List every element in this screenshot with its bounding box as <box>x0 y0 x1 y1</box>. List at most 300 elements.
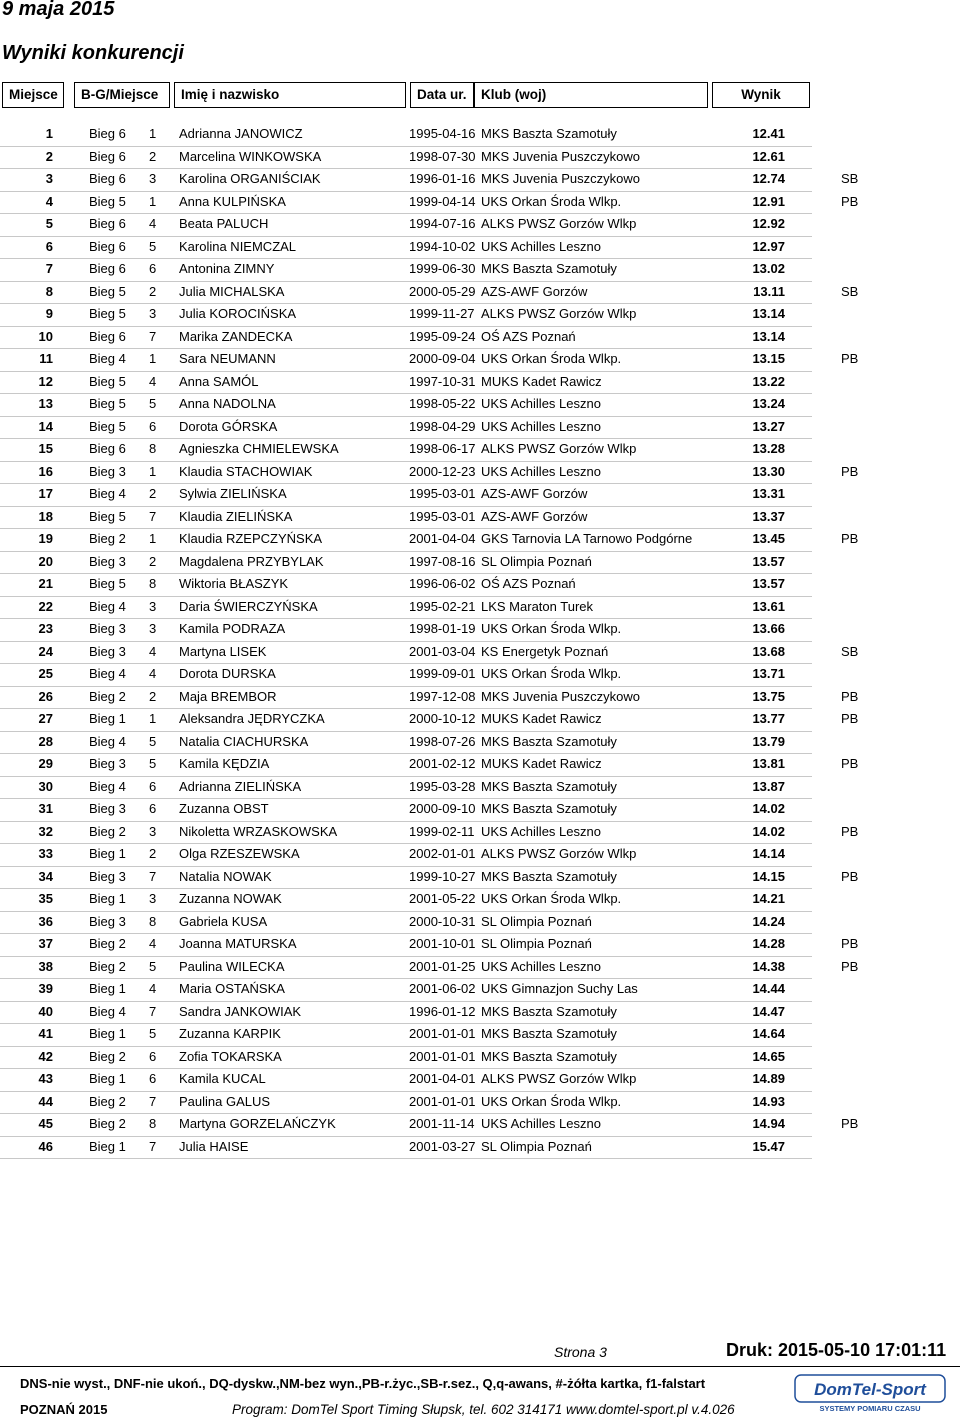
result-place: 4 <box>45 193 53 209</box>
birth-date: 2001-01-01 <box>409 1093 476 1109</box>
result-heat: Bieg 1 <box>89 846 126 861</box>
club-name: KS Energetyk Poznań <box>481 643 609 659</box>
result-lane: 4 <box>149 373 157 389</box>
record-note: PB <box>841 193 859 209</box>
result-time: 13.79 <box>752 733 785 749</box>
result-lane: 8 <box>149 913 157 929</box>
club-name: UKS Achilles Leszno <box>481 238 601 254</box>
athlete-name: Klaudia ZIELIŃSKA <box>179 508 293 524</box>
birth-date: 2002-01-01 <box>409 846 476 861</box>
result-place: 44 <box>38 1093 53 1109</box>
result-place: 24 <box>38 643 53 659</box>
club-name: MKS Baszta Szamotuły <box>481 1048 617 1064</box>
athlete-name: Nikoletta WRZASKOWSKA <box>179 823 338 839</box>
birth-date: 1999-10-27 <box>409 868 476 884</box>
athlete-name: Sylwia ZIELIŃSKA <box>179 486 287 501</box>
club-name: LKS Maraton Turek <box>481 598 593 614</box>
birth-date: 2000-05-29 <box>409 283 476 299</box>
result-heat: Bieg 6 <box>89 441 126 456</box>
result-time: 13.45 <box>752 531 785 546</box>
club-name: OŚ AZS Poznań <box>481 576 576 591</box>
club-name: UKS Achilles Leszno <box>481 1116 601 1131</box>
athlete-name: Maja BREMBOR <box>179 688 277 704</box>
result-place: 42 <box>38 1048 53 1064</box>
result-lane: 7 <box>149 868 157 884</box>
result-heat: Bieg 4 <box>89 778 126 794</box>
result-time: 12.41 <box>752 126 785 141</box>
table-row <box>0 777 960 800</box>
table-row <box>0 1092 960 1115</box>
club-name: UKS Orkan Środa Wlkp. <box>481 351 622 366</box>
result-time: 12.61 <box>752 148 785 164</box>
result-place: 12 <box>38 373 53 389</box>
club-name: ALKS PWSZ Gorzów Wlkp <box>481 216 637 231</box>
birth-date: 1995-03-01 <box>409 508 476 524</box>
athlete-name: Karolina ORGANIŚCIAK <box>179 171 321 186</box>
result-time: 13.71 <box>752 666 785 681</box>
athlete-name: Klaudia STACHOWIAK <box>179 463 313 479</box>
abbreviation-legend: DNS-nie wyst., DNF-nie ukoń., DQ-dyskw.,NM-bez wyn.,PB-r.życ.,SB-r.sez., Q,q-awans, #-żółta kartka, f1-falstart <box>20 1376 706 1391</box>
result-place: 14 <box>38 418 53 434</box>
result-heat: Bieg 3 <box>89 756 126 771</box>
birth-date: 2001-03-04 <box>409 643 476 659</box>
result-heat: Bieg 5 <box>89 508 126 524</box>
club-name: ALKS PWSZ Gorzów Wlkp <box>481 441 637 456</box>
table-row <box>0 889 960 912</box>
record-note: PB <box>841 463 859 479</box>
result-heat: Bieg 1 <box>89 1138 126 1154</box>
athlete-name: Kamila PODRAZA <box>179 621 286 636</box>
result-place: 8 <box>45 283 53 299</box>
birth-date: 2001-11-14 <box>409 1116 475 1131</box>
result-time: 13.75 <box>752 688 785 704</box>
club-name: UKS Orkan Środa Wlkp. <box>481 666 622 681</box>
table-row <box>0 192 960 215</box>
result-heat: Bieg 1 <box>89 981 126 996</box>
record-note: PB <box>841 868 859 884</box>
result-lane: 7 <box>149 508 157 524</box>
athlete-name: Paulina GALUS <box>179 1093 271 1109</box>
club-name: UKS Orkan Środa Wlkp. <box>481 621 622 636</box>
birth-date: 1995-02-21 <box>409 598 476 614</box>
result-time: 14.44 <box>752 981 785 996</box>
result-heat: Bieg 6 <box>89 171 126 186</box>
table-row <box>0 394 960 417</box>
athlete-name: Julia KOROCIŃSKA <box>179 306 297 321</box>
result-lane: 2 <box>149 846 157 861</box>
birth-date: 1999-09-01 <box>409 666 476 681</box>
table-row <box>0 844 960 867</box>
result-heat: Bieg 5 <box>89 576 126 591</box>
result-time: 13.57 <box>752 576 785 591</box>
result-lane: 5 <box>149 238 157 254</box>
table-row <box>0 619 960 642</box>
club-name: SL Olimpia Poznań <box>481 936 592 951</box>
club-name: UKS Achilles Leszno <box>481 396 601 411</box>
birth-date: 1999-11-27 <box>409 306 475 321</box>
result-lane: 2 <box>149 486 157 501</box>
result-lane: 4 <box>149 666 157 681</box>
athlete-name: Olga RZESZEWSKA <box>179 846 300 861</box>
athlete-name: Aleksandra JĘDRYCZKA <box>179 711 325 726</box>
result-heat: Bieg 4 <box>89 666 126 681</box>
result-place: 46 <box>38 1138 53 1154</box>
result-place: 41 <box>38 1026 53 1041</box>
club-name: SL Olimpia Poznań <box>481 553 592 569</box>
result-time: 14.38 <box>752 958 785 974</box>
event-location: POZNAŃ 2015 <box>20 1402 108 1417</box>
result-time: 12.92 <box>752 216 785 231</box>
athlete-name: Dorota GÓRSKA <box>179 418 278 434</box>
result-time: 14.28 <box>752 936 785 951</box>
result-heat: Bieg 1 <box>89 1026 126 1041</box>
print-timestamp: Druk: 2015-05-10 17:01:11 <box>726 1340 947 1360</box>
birth-date: 2001-01-25 <box>409 958 476 974</box>
record-note: PB <box>841 711 859 726</box>
result-place: 29 <box>38 756 53 771</box>
birth-date: 1997-12-08 <box>409 688 476 704</box>
birth-date: 2001-01-01 <box>409 1048 476 1064</box>
table-row <box>0 709 960 732</box>
result-place: 34 <box>38 868 53 884</box>
result-place: 1 <box>45 126 53 141</box>
result-time: 13.68 <box>752 643 785 659</box>
result-heat: Bieg 1 <box>89 711 126 726</box>
table-row <box>0 867 960 890</box>
result-heat: Bieg 6 <box>89 216 126 231</box>
athlete-name: Martyna LISEK <box>179 643 267 659</box>
result-heat: Bieg 3 <box>89 643 126 659</box>
club-name: MKS Baszta Szamotuły <box>481 126 617 141</box>
club-name: UKS Achilles Leszno <box>481 823 601 839</box>
club-name: MKS Juvenia Puszczykowo <box>481 688 640 704</box>
result-lane: 3 <box>149 171 157 186</box>
record-note: PB <box>841 1116 859 1131</box>
result-heat: Bieg 3 <box>89 868 126 884</box>
column-header-place: Miejsce <box>2 82 64 108</box>
table-row <box>0 259 960 282</box>
birth-date: 1997-08-16 <box>409 553 476 569</box>
birth-date: 2001-06-02 <box>409 981 476 996</box>
result-place: 6 <box>45 238 53 254</box>
club-name: MKS Baszta Szamotuły <box>481 261 617 276</box>
athlete-name: Klaudia RZEPCZYŃSKA <box>179 531 323 546</box>
result-time: 14.47 <box>752 1003 785 1019</box>
result-lane: 8 <box>149 441 157 456</box>
result-heat: Bieg 5 <box>89 373 126 389</box>
result-heat: Bieg 5 <box>89 283 126 299</box>
result-lane: 1 <box>149 463 157 479</box>
column-header-name: Imię i nazwisko <box>174 82 406 108</box>
result-heat: Bieg 6 <box>89 148 126 164</box>
birth-date: 2000-09-04 <box>409 351 476 366</box>
birth-date: 2001-02-12 <box>409 756 476 771</box>
result-place: 25 <box>38 666 53 681</box>
table-row <box>0 349 960 372</box>
athlete-name: Julia MICHALSKA <box>179 283 285 299</box>
result-place: 22 <box>38 598 53 614</box>
athlete-name: Martyna GORZELAŃCZYK <box>179 1116 336 1131</box>
table-row <box>0 799 960 822</box>
result-place: 10 <box>38 328 53 344</box>
birth-date: 2000-10-31 <box>409 913 476 929</box>
result-place: 2 <box>45 148 53 164</box>
result-heat: Bieg 5 <box>89 306 126 321</box>
birth-date: 1998-06-17 <box>409 441 476 456</box>
birth-date: 1998-07-26 <box>409 733 476 749</box>
result-place: 40 <box>38 1003 53 1019</box>
birth-date: 2001-10-01 <box>409 936 476 951</box>
birth-date: 1998-01-19 <box>409 621 476 636</box>
result-lane: 7 <box>149 1138 157 1154</box>
athlete-name: Marika ZANDECKA <box>179 328 293 344</box>
birth-date: 2000-12-23 <box>409 463 476 479</box>
result-heat: Bieg 1 <box>89 1071 126 1086</box>
result-lane: 1 <box>149 711 157 726</box>
result-lane: 1 <box>149 126 157 141</box>
table-row <box>0 507 960 530</box>
table-row <box>0 934 960 957</box>
club-name: UKS Achilles Leszno <box>481 958 601 974</box>
result-time: 12.97 <box>752 238 785 254</box>
result-heat: Bieg 5 <box>89 193 126 209</box>
table-row <box>0 439 960 462</box>
birth-date: 1995-04-16 <box>409 126 476 141</box>
result-lane: 6 <box>149 1071 157 1086</box>
table-row <box>0 327 960 350</box>
athlete-name: Sara NEUMANN <box>179 351 276 366</box>
result-time: 13.15 <box>752 351 785 366</box>
result-lane: 6 <box>149 261 157 276</box>
result-lane: 7 <box>149 328 157 344</box>
club-name: SL Olimpia Poznań <box>481 1138 592 1154</box>
result-place: 36 <box>38 913 53 929</box>
result-lane: 1 <box>149 351 157 366</box>
birth-date: 2001-04-04 <box>409 531 476 546</box>
result-time: 13.81 <box>752 756 785 771</box>
result-heat: Bieg 4 <box>89 1003 126 1019</box>
result-place: 15 <box>38 441 53 456</box>
result-place: 35 <box>38 891 53 906</box>
result-heat: Bieg 3 <box>89 463 126 479</box>
result-time: 12.74 <box>752 171 785 186</box>
birth-date: 2001-03-27 <box>409 1138 476 1154</box>
club-name: MKS Baszta Szamotuły <box>481 1003 617 1019</box>
club-name: UKS Orkan Środa Wlkp. <box>481 1093 622 1109</box>
birth-date: 1995-03-28 <box>409 778 476 794</box>
club-name: MKS Baszta Szamotuły <box>481 778 617 794</box>
birth-date: 2000-09-10 <box>409 801 476 816</box>
footer-divider <box>0 1366 960 1367</box>
result-lane: 2 <box>149 688 157 704</box>
result-lane: 2 <box>149 283 157 299</box>
result-lane: 3 <box>149 621 157 636</box>
club-name: MKS Baszta Szamotuły <box>481 1026 617 1041</box>
result-time: 14.14 <box>752 846 785 861</box>
result-heat: Bieg 5 <box>89 396 126 411</box>
column-header-dob: Data ur. <box>410 82 474 108</box>
result-lane: 5 <box>149 1026 157 1041</box>
table-row <box>0 574 960 597</box>
domtel-sport-logo <box>794 1374 946 1414</box>
column-header-heat: B-G/Miejsce <box>74 82 170 108</box>
result-time: 13.02 <box>752 261 785 276</box>
result-place: 31 <box>38 801 53 816</box>
table-row <box>0 214 960 237</box>
result-time: 13.27 <box>752 418 785 434</box>
result-time: 13.31 <box>752 486 785 501</box>
club-name: MKS Juvenia Puszczykowo <box>481 148 640 164</box>
result-heat: Bieg 4 <box>89 598 126 614</box>
birth-date: 1997-10-31 <box>409 373 476 389</box>
result-time: 14.21 <box>752 891 785 906</box>
athlete-name: Natalia NOWAK <box>179 868 272 884</box>
result-lane: 5 <box>149 733 157 749</box>
club-name: ALKS PWSZ Gorzów Wlkp <box>481 306 637 321</box>
birth-date: 1998-04-29 <box>409 418 476 434</box>
result-place: 18 <box>38 508 53 524</box>
result-time: 14.64 <box>752 1026 785 1041</box>
result-heat: Bieg 4 <box>89 486 126 501</box>
result-time: 13.57 <box>752 553 785 569</box>
club-name: OŚ AZS Poznań <box>481 328 576 344</box>
result-place: 33 <box>38 846 53 861</box>
result-time: 14.24 <box>752 913 785 929</box>
page-number: Strona 3 <box>554 1344 607 1360</box>
result-time: 13.77 <box>752 711 785 726</box>
result-place: 30 <box>38 778 53 794</box>
club-name: MUKS Kadet Rawicz <box>481 756 602 771</box>
result-lane: 6 <box>149 1048 157 1064</box>
table-row <box>0 642 960 665</box>
result-lane: 6 <box>149 801 157 816</box>
result-time: 14.89 <box>752 1071 785 1086</box>
athlete-name: Zuzanna NOWAK <box>179 891 282 906</box>
result-time: 14.94 <box>752 1116 785 1131</box>
result-place: 23 <box>38 621 53 636</box>
table-row <box>0 732 960 755</box>
logo-tagline: SYSTEMY POMIARU CZASU <box>819 1404 921 1413</box>
result-lane: 3 <box>149 306 157 321</box>
club-name: MKS Juvenia Puszczykowo <box>481 171 640 186</box>
result-heat: Bieg 2 <box>89 958 126 974</box>
result-time: 13.66 <box>752 621 785 636</box>
result-heat: Bieg 2 <box>89 1093 126 1109</box>
club-name: GKS Tarnovia LA Tarnowo Podgórne <box>481 531 693 546</box>
birth-date: 1996-01-12 <box>409 1003 476 1019</box>
result-time: 15.47 <box>752 1138 785 1154</box>
athlete-name: Beata PALUCH <box>179 216 269 231</box>
result-place: 32 <box>38 823 53 839</box>
record-note: PB <box>841 756 859 771</box>
result-place: 9 <box>45 306 53 321</box>
table-row <box>0 237 960 260</box>
club-name: AZS-AWF Gorzów <box>481 283 588 299</box>
result-lane: 1 <box>149 531 157 546</box>
result-time: 13.61 <box>752 598 785 614</box>
club-name: UKS Achilles Leszno <box>481 418 601 434</box>
result-lane: 3 <box>149 598 157 614</box>
record-note: PB <box>841 688 859 704</box>
result-place: 21 <box>38 576 53 591</box>
result-heat: Bieg 2 <box>89 1048 126 1064</box>
result-place: 11 <box>39 351 53 366</box>
result-place: 38 <box>38 958 53 974</box>
result-time: 14.65 <box>752 1048 785 1064</box>
result-heat: Bieg 6 <box>89 126 126 141</box>
result-time: 13.11 <box>753 283 785 299</box>
result-lane: 2 <box>149 553 157 569</box>
athlete-name: Anna SAMÓL <box>179 373 259 389</box>
result-time: 12.91 <box>752 193 785 209</box>
table-row <box>0 552 960 575</box>
athlete-name: Maria OSTAŃSKA <box>179 981 285 996</box>
birth-date: 1999-06-30 <box>409 261 476 276</box>
table-row <box>0 1024 960 1047</box>
result-place: 45 <box>38 1116 53 1131</box>
result-place: 3 <box>45 171 53 186</box>
result-lane: 6 <box>149 418 157 434</box>
birth-date: 1994-07-16 <box>409 216 476 231</box>
record-note: PB <box>841 958 859 974</box>
table-row <box>0 1137 960 1160</box>
result-place: 37 <box>38 936 53 951</box>
result-lane: 3 <box>149 891 157 906</box>
result-time: 14.15 <box>752 868 785 884</box>
club-name: UKS Orkan Środa Wlkp. <box>481 193 622 209</box>
result-heat: Bieg 1 <box>89 891 126 906</box>
result-place: 39 <box>38 981 53 996</box>
birth-date: 2000-10-12 <box>409 711 476 726</box>
result-lane: 7 <box>149 1093 157 1109</box>
result-time: 13.28 <box>752 441 785 456</box>
table-row <box>0 124 960 147</box>
club-name: MKS Baszta Szamotuły <box>481 868 617 884</box>
birth-date: 1999-04-14 <box>409 193 476 209</box>
table-row <box>0 1114 960 1137</box>
club-name: ALKS PWSZ Gorzów Wlkp <box>481 846 637 861</box>
result-place: 7 <box>45 261 53 276</box>
document-date: 9 maja 2015 <box>2 0 115 20</box>
table-row <box>0 912 960 935</box>
result-lane: 5 <box>149 396 157 411</box>
birth-date: 1998-05-22 <box>409 396 476 411</box>
result-place: 5 <box>45 216 53 231</box>
table-row <box>0 417 960 440</box>
club-name: ALKS PWSZ Gorzów Wlkp <box>481 1071 637 1086</box>
table-row <box>0 282 960 305</box>
result-lane: 5 <box>149 958 157 974</box>
record-note: SB <box>841 283 859 299</box>
table-row <box>0 147 960 170</box>
result-place: 20 <box>38 553 53 569</box>
result-heat: Bieg 2 <box>89 531 126 546</box>
club-name: AZS-AWF Gorzów <box>481 508 588 524</box>
result-time: 13.30 <box>752 463 785 479</box>
table-row <box>0 979 960 1002</box>
athlete-name: Julia HAISE <box>179 1138 249 1154</box>
result-time: 13.22 <box>752 373 785 389</box>
athlete-name: Joanna MATURSKA <box>179 936 297 951</box>
club-name: SL Olimpia Poznań <box>481 913 592 929</box>
result-lane: 6 <box>149 778 157 794</box>
result-lane: 4 <box>149 216 157 231</box>
birth-date: 2001-05-22 <box>409 891 476 906</box>
birth-date: 1999-02-11 <box>409 823 475 839</box>
athlete-name: Anna KULPIŃSKA <box>179 193 286 209</box>
logo-text: DomTel-Sport <box>814 1380 926 1399</box>
result-place: 19 <box>38 531 53 546</box>
